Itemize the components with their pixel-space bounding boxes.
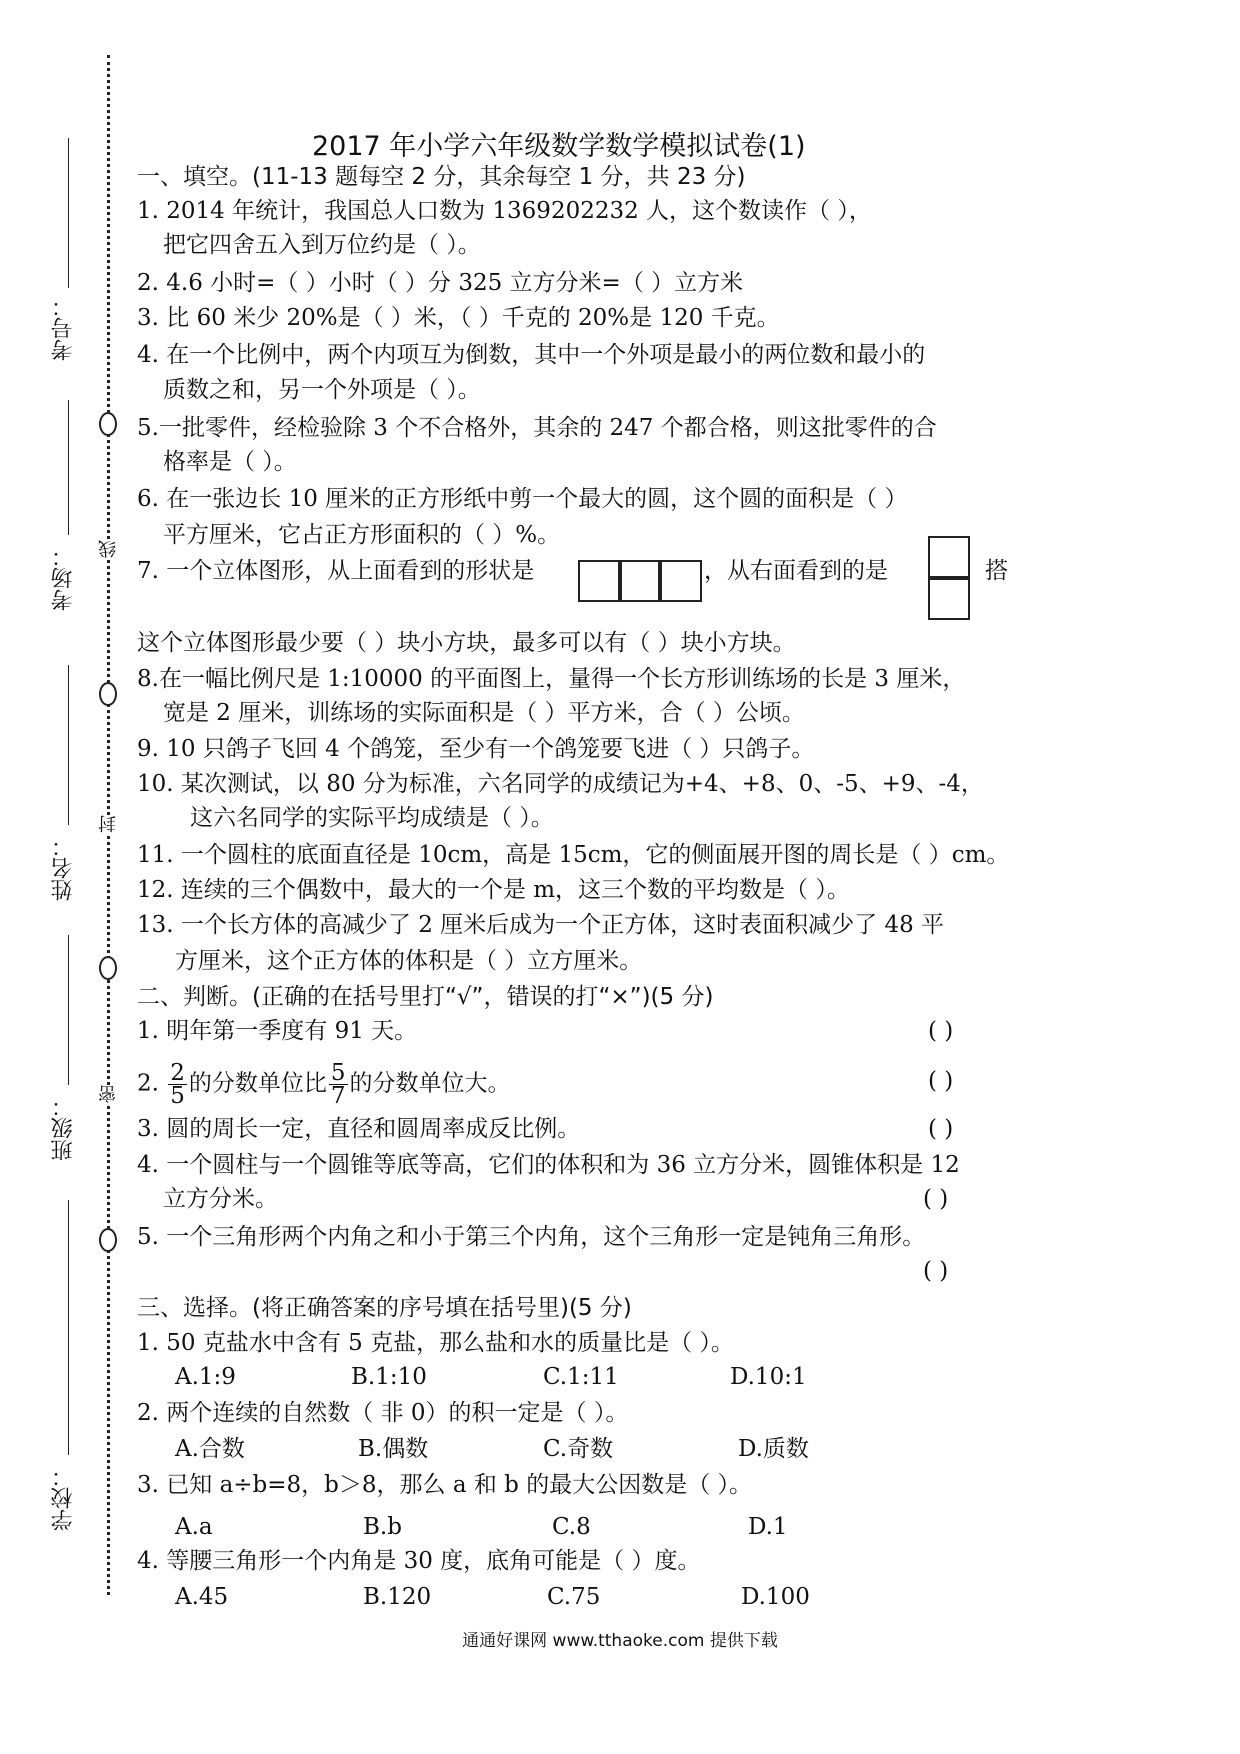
option-a: A.合数 [175, 1436, 245, 1462]
right-view-square [928, 576, 970, 620]
exam-number-line [68, 138, 69, 288]
q1-3: 3. 比 60 米少 20%是（ ）米，（ ）千克的 20%是 120 千克。 [137, 305, 780, 331]
option-b: B.b [363, 1514, 402, 1540]
q2-3-answer-paren: ( ) [928, 1116, 954, 1142]
q3-3: 3. 已知 a÷b=8，b＞8，那么 a 和 b 的最大公因数是（ ）。 [137, 1472, 753, 1498]
q1-5-line2: 格率是（ ）。 [163, 449, 297, 475]
q2-1-answer-paren: ( ) [928, 1018, 954, 1044]
q1-7-text-c: 搭 [985, 558, 1008, 584]
class-label: 班级： [51, 1095, 76, 1161]
section1-heading: 一、填空。(11-13 题每空 2 分，其余每空 1 分，共 23 分) [137, 164, 746, 190]
q2-3: 3. 圆的周长一定，直径和圆周率成反比例。 [137, 1116, 581, 1142]
q3-4: 4. 等腰三角形一个内角是 30 度，底角可能是（ ）度。 [137, 1548, 701, 1574]
q1-8-line1: 8.在一幅比例尺是 1:10000 的平面图上，量得一个长方形训练场的长是 3 厘米， [137, 666, 966, 692]
footer-credit: 通通好课网 www.tthaoke.com 提供下载 [462, 1631, 778, 1651]
q2-2-prefix: 2. [137, 1070, 159, 1097]
q1-12: 12. 连续的三个偶数中，最大的一个是 m，这三个数的平均数是（ ）。 [137, 877, 850, 903]
q1-7-text-a: 7. 一个立体图形，从上面看到的形状是 [137, 558, 535, 584]
binding-mark-seal: 封 [96, 815, 122, 833]
section3-heading: 三、选择。(将正确答案的序号填在括号里)(5 分) [137, 1295, 632, 1321]
option-a: A.45 [175, 1584, 229, 1610]
q1-1-line1: 1. 2014 年统计，我国总人口数为 1369202232 人，这个数读作（ ）， [137, 198, 872, 224]
q1-6-line1: 6. 在一张边长 10 厘米的正方形纸中剪一个最大的圆，这个圆的面积是（ ） [137, 486, 908, 512]
fraction-numerator: 5 [330, 1060, 346, 1086]
fraction-denominator: 7 [330, 1083, 346, 1109]
binding-ring [99, 682, 117, 706]
fraction-denominator: 5 [170, 1083, 185, 1109]
q2-5: 5. 一个三角形两个内角之和小于第三个内角，这个三角形一定是钝角三角形。 [137, 1224, 926, 1250]
top-view-square [618, 560, 662, 602]
exam-room-label: 考场： [51, 545, 76, 611]
q1-1-line2: 把它四舍五入到万位约是（ ）。 [163, 232, 481, 258]
school-label: 学校： [51, 1465, 76, 1531]
top-view-square [578, 560, 622, 602]
q1-5-line1: 5.一批零件，经检验除 3 个不合格外，其余的 247 个都合格，则这批零件的合 [137, 415, 937, 441]
q1-7-line2: 这个立体图形最少要（ ）块小方块，最多可以有（ ）块小方块。 [137, 630, 796, 656]
option-b: B.偶数 [358, 1436, 429, 1462]
q1-6-line2: 平方厘米，它占正方形面积的（ ）%。 [163, 522, 561, 548]
name-line [68, 665, 69, 825]
exam-number-label: 考号： [51, 295, 76, 361]
q2-4-line2: 立方分米。 [163, 1186, 278, 1212]
q2-1: 1. 明年第一季度有 91 天。 [137, 1018, 418, 1044]
q2-5-answer-paren: ( ) [923, 1258, 949, 1284]
option-b: B.1:10 [351, 1364, 427, 1390]
binding-mark-secret: 密 [96, 1085, 122, 1103]
fraction-numerator: 2 [170, 1060, 185, 1086]
binding-ring [99, 412, 117, 436]
q1-7-text-b: ，从右面看到的是 [704, 558, 888, 584]
option-c: C.奇数 [543, 1436, 614, 1462]
q2-4-line1: 4. 一个圆柱与一个圆锥等底等高，它们的体积和为 36 立方分米，圆锥体积是 12 [137, 1152, 960, 1178]
binding-ring [99, 1228, 117, 1252]
q2-2-answer-paren: ( ) [928, 1068, 954, 1094]
q1-10-line1: 10. 某次测试，以 80 分为标准，六名同学的成绩记为+4、+8、0、-5、+9、-4， [137, 771, 984, 797]
binding-ring [99, 956, 117, 980]
class-line [68, 935, 69, 1085]
q1-4-line2: 质数之和，另一个外项是（ ）。 [163, 377, 481, 403]
right-view-square [928, 536, 970, 580]
q2-2-mid: 的分数单位比 [188, 1070, 327, 1097]
binding-mark-line: 线 [96, 540, 122, 558]
option-d: D.质数 [738, 1436, 809, 1462]
option-a: A.a [175, 1514, 213, 1540]
q1-2: 2. 4.6 小时=（ ）小时（ ）分 325 立方分米=（ ）立方米 [137, 270, 744, 296]
fraction-two-fifths [168, 1062, 187, 1107]
q2-2 [137, 1062, 511, 1107]
exam-room-line [68, 400, 69, 535]
section2-heading: 二、判断。(正确的在括号里打“√”，错误的打“×”)(5 分) [137, 984, 714, 1010]
q1-11: 11. 一个圆柱的底面直径是 10cm，高是 15cm，它的侧面展开图的周长是（ ）cm。 [137, 842, 1010, 868]
name-label: 姓名： [51, 835, 76, 901]
q3-1: 1. 50 克盐水中含有 5 克盐，那么盐和水的质量比是（ ）。 [137, 1330, 734, 1356]
option-d: D.100 [741, 1584, 810, 1610]
top-view-square [658, 560, 702, 602]
q3-2: 2. 两个连续的自然数（ 非 0）的积一定是（ ）。 [137, 1400, 629, 1426]
q1-4-line1: 4. 在一个比例中，两个内项互为倒数，其中一个外项是最小的两位数和最小的 [137, 342, 926, 368]
option-d: D.10:1 [730, 1364, 807, 1390]
q2-4-answer-paren: ( ) [923, 1186, 949, 1212]
option-d: D.1 [748, 1514, 788, 1540]
q1-9: 9. 10 只鸽子飞回 4 个鸽笼，至少有一个鸽笼要飞进（ ）只鸽子。 [137, 736, 815, 762]
q1-8-line2: 宽是 2 厘米，训练场的实际面积是（ ）平方米，合（ ）公顷。 [163, 700, 805, 726]
page-title: 2017 年小学六年级数学数学模拟试卷(1) [312, 131, 806, 162]
option-a: A.1:9 [175, 1364, 236, 1390]
option-b: B.120 [363, 1584, 432, 1610]
fraction-five-sevenths [329, 1062, 348, 1107]
school-line [68, 1200, 69, 1455]
q1-13-line1: 13. 一个长方体的高减少了 2 厘米后成为一个正方体，这时表面积减少了 48 平 [137, 912, 945, 938]
q1-10-line2: 这六名同学的实际平均成绩是（ ）。 [190, 805, 554, 831]
option-c: C.75 [547, 1584, 601, 1610]
option-c: C.1:11 [543, 1364, 619, 1390]
q2-2-suffix: 的分数单位大。 [349, 1070, 511, 1097]
q1-13-line2: 方厘米，这个正方体的体积是（ ）立方厘米。 [175, 948, 643, 974]
option-c: C.8 [552, 1514, 591, 1540]
